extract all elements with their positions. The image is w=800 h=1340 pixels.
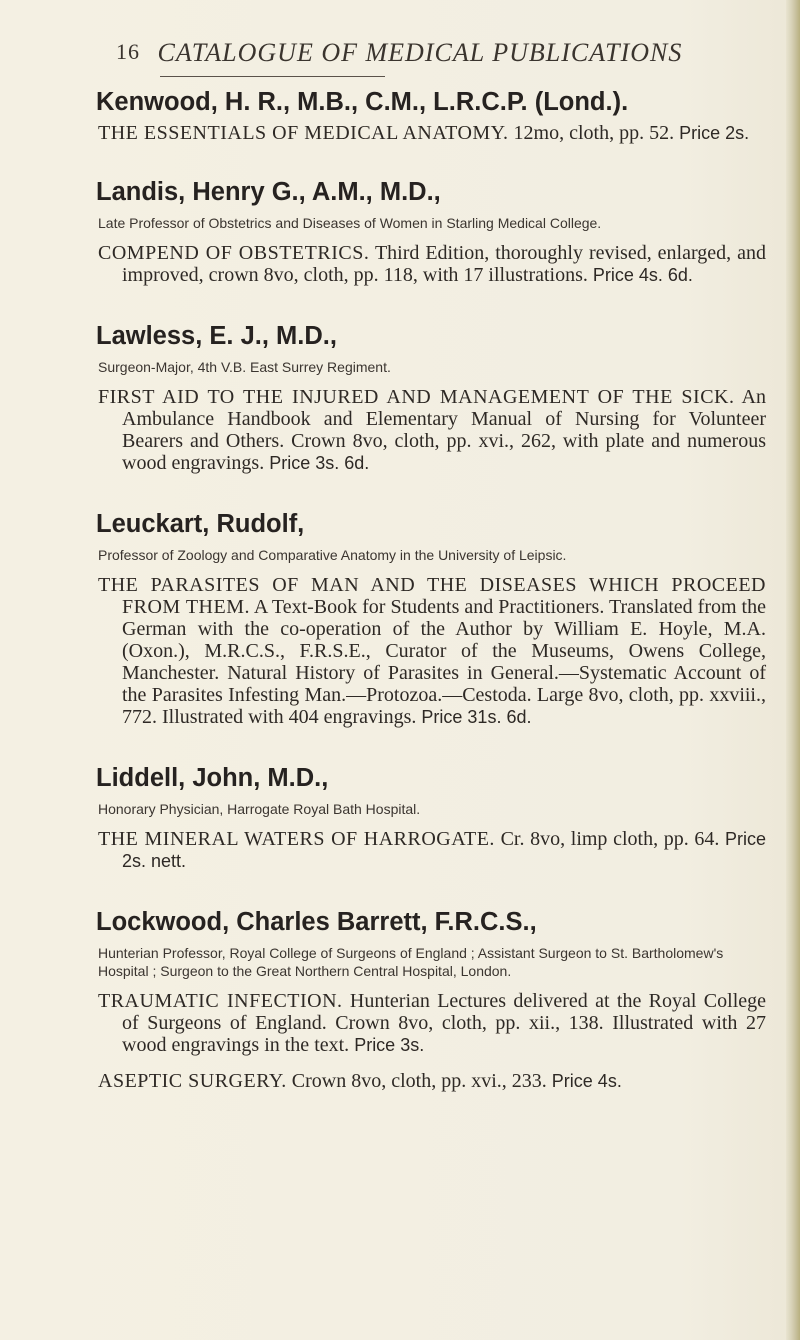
catalogue-entries: [96, 86, 766, 1126]
entry-author: Lawless, E. J., M.D.,: [96, 322, 337, 350]
book-details: Cr. 8vo, limp cloth, pp. 64.: [500, 828, 720, 850]
entry-role: Hunterian Professor, Royal College of Surgeons of England ; Assistant Surgeon to St. Bartholomew's Hospital ; Surgeon to the Great Northern Central Hospital, London.: [98, 945, 724, 979]
book-title: ASEPTIC SURGERY.: [98, 1070, 287, 1092]
book-listing: [96, 1070, 766, 1092]
book-listing: [96, 122, 766, 144]
book-title: THE MINERAL WATERS OF HARROGATE.: [98, 828, 495, 850]
book-title: THE ESSENTIALS OF MEDICAL ANATOMY.: [98, 122, 509, 144]
book-title: TRAUMATIC INFECTION.: [98, 990, 343, 1012]
entry-role: Late Professor of Obstetrics and Diseases of Women in Starling Medical College.: [98, 215, 602, 231]
catalogue-entry: [96, 86, 766, 144]
book-listing: [96, 386, 766, 474]
book-details: Crown 8vo, cloth, pp. xvi., 233.: [291, 1070, 547, 1092]
catalogue-entry: [96, 762, 766, 872]
book-price: Price 4s. 6d.: [592, 265, 693, 285]
catalogue-entry: [96, 906, 766, 1092]
catalogue-entry: [96, 176, 766, 286]
book-listing: [96, 242, 766, 286]
page-title: CATALOGUE OF MEDICAL PUBLICATIONS: [157, 38, 683, 67]
book-listing: [96, 828, 766, 872]
page-number: 16: [116, 39, 140, 64]
book-details: 12mo, cloth, pp. 52.: [513, 122, 675, 144]
entry-author: Lockwood, Charles Barrett, F.R.C.S.,: [96, 908, 537, 936]
book-details: Third Edition, thoroughly revised, enlarged, and improved, crown 8vo, cloth, pp. 118, with 17 illustrations.: [122, 242, 766, 286]
catalogue-entry: [96, 320, 766, 474]
catalogue-entry: [96, 508, 766, 728]
page-edge: [786, 0, 800, 1340]
book-price: Price 31s. 6d.: [421, 707, 532, 727]
entry-author: Landis, Henry G., A.M., M.D.,: [96, 178, 441, 206]
book-price: Price 2s.: [679, 123, 750, 143]
book-price: Price 3s. 6d.: [269, 453, 370, 473]
book-details: A Text-Book for Students and Practitioners. Translated from the German with the co-operation of the Author by William E. Hoyle, M.A. (Oxon.), M.R.C.S., F.R.S.E., Curator of the Museums, Owens College, Manchester. Natural History of Parasites in General.—Systematic Account of the Parasites Infesting Man.—Protozoa.—Cestoda. Large 8vo, cloth, pp. xxviii., 772. Illustrated with 404 engravings.: [122, 596, 766, 728]
page-header: [116, 38, 736, 68]
book-price: Price 4s.: [551, 1071, 622, 1091]
book-price: Price 2s. nett.: [122, 829, 767, 871]
entry-author: Liddell, John, M.D.,: [96, 764, 329, 792]
book-title: THE PARASITES OF MAN AND THE DISEASES WHICH PROCEED FROM THEM.: [98, 574, 766, 618]
entry-role: Professor of Zoology and Comparative Anatomy in the University of Leipsic.: [98, 547, 567, 563]
entry-author: Leuckart, Rudolf,: [96, 510, 305, 538]
entry-author: Kenwood, H. R., M.B., C.M., L.R.C.P. (Lond.).: [96, 88, 629, 116]
book-title: FIRST AID TO THE INJURED AND MANAGEMENT OF THE SICK.: [98, 386, 735, 408]
book-price: Price 3s.: [354, 1035, 425, 1055]
book-title: COMPEND OF OBSTETRICS.: [98, 242, 370, 264]
book-listing: [96, 574, 766, 728]
book-listing: [96, 990, 766, 1056]
entry-role: Surgeon-Major, 4th V.B. East Surrey Regiment.: [98, 359, 391, 375]
header-rule: [160, 76, 385, 77]
entry-role: Honorary Physician, Harrogate Royal Bath Hospital.: [98, 801, 421, 817]
book-details: An Ambulance Handbook and Elementary Manual of Nursing for Volunteer Bearers and Others. Crown 8vo, cloth, pp. xvi., 262, with plate and numerous wood engravings.: [122, 386, 766, 474]
book-details: Hunterian Lectures delivered at the Royal College of Surgeons of England. Crown 8vo, cloth, pp. xii., 138. Illustrated with 27 wood engravings in the text.: [122, 990, 767, 1056]
